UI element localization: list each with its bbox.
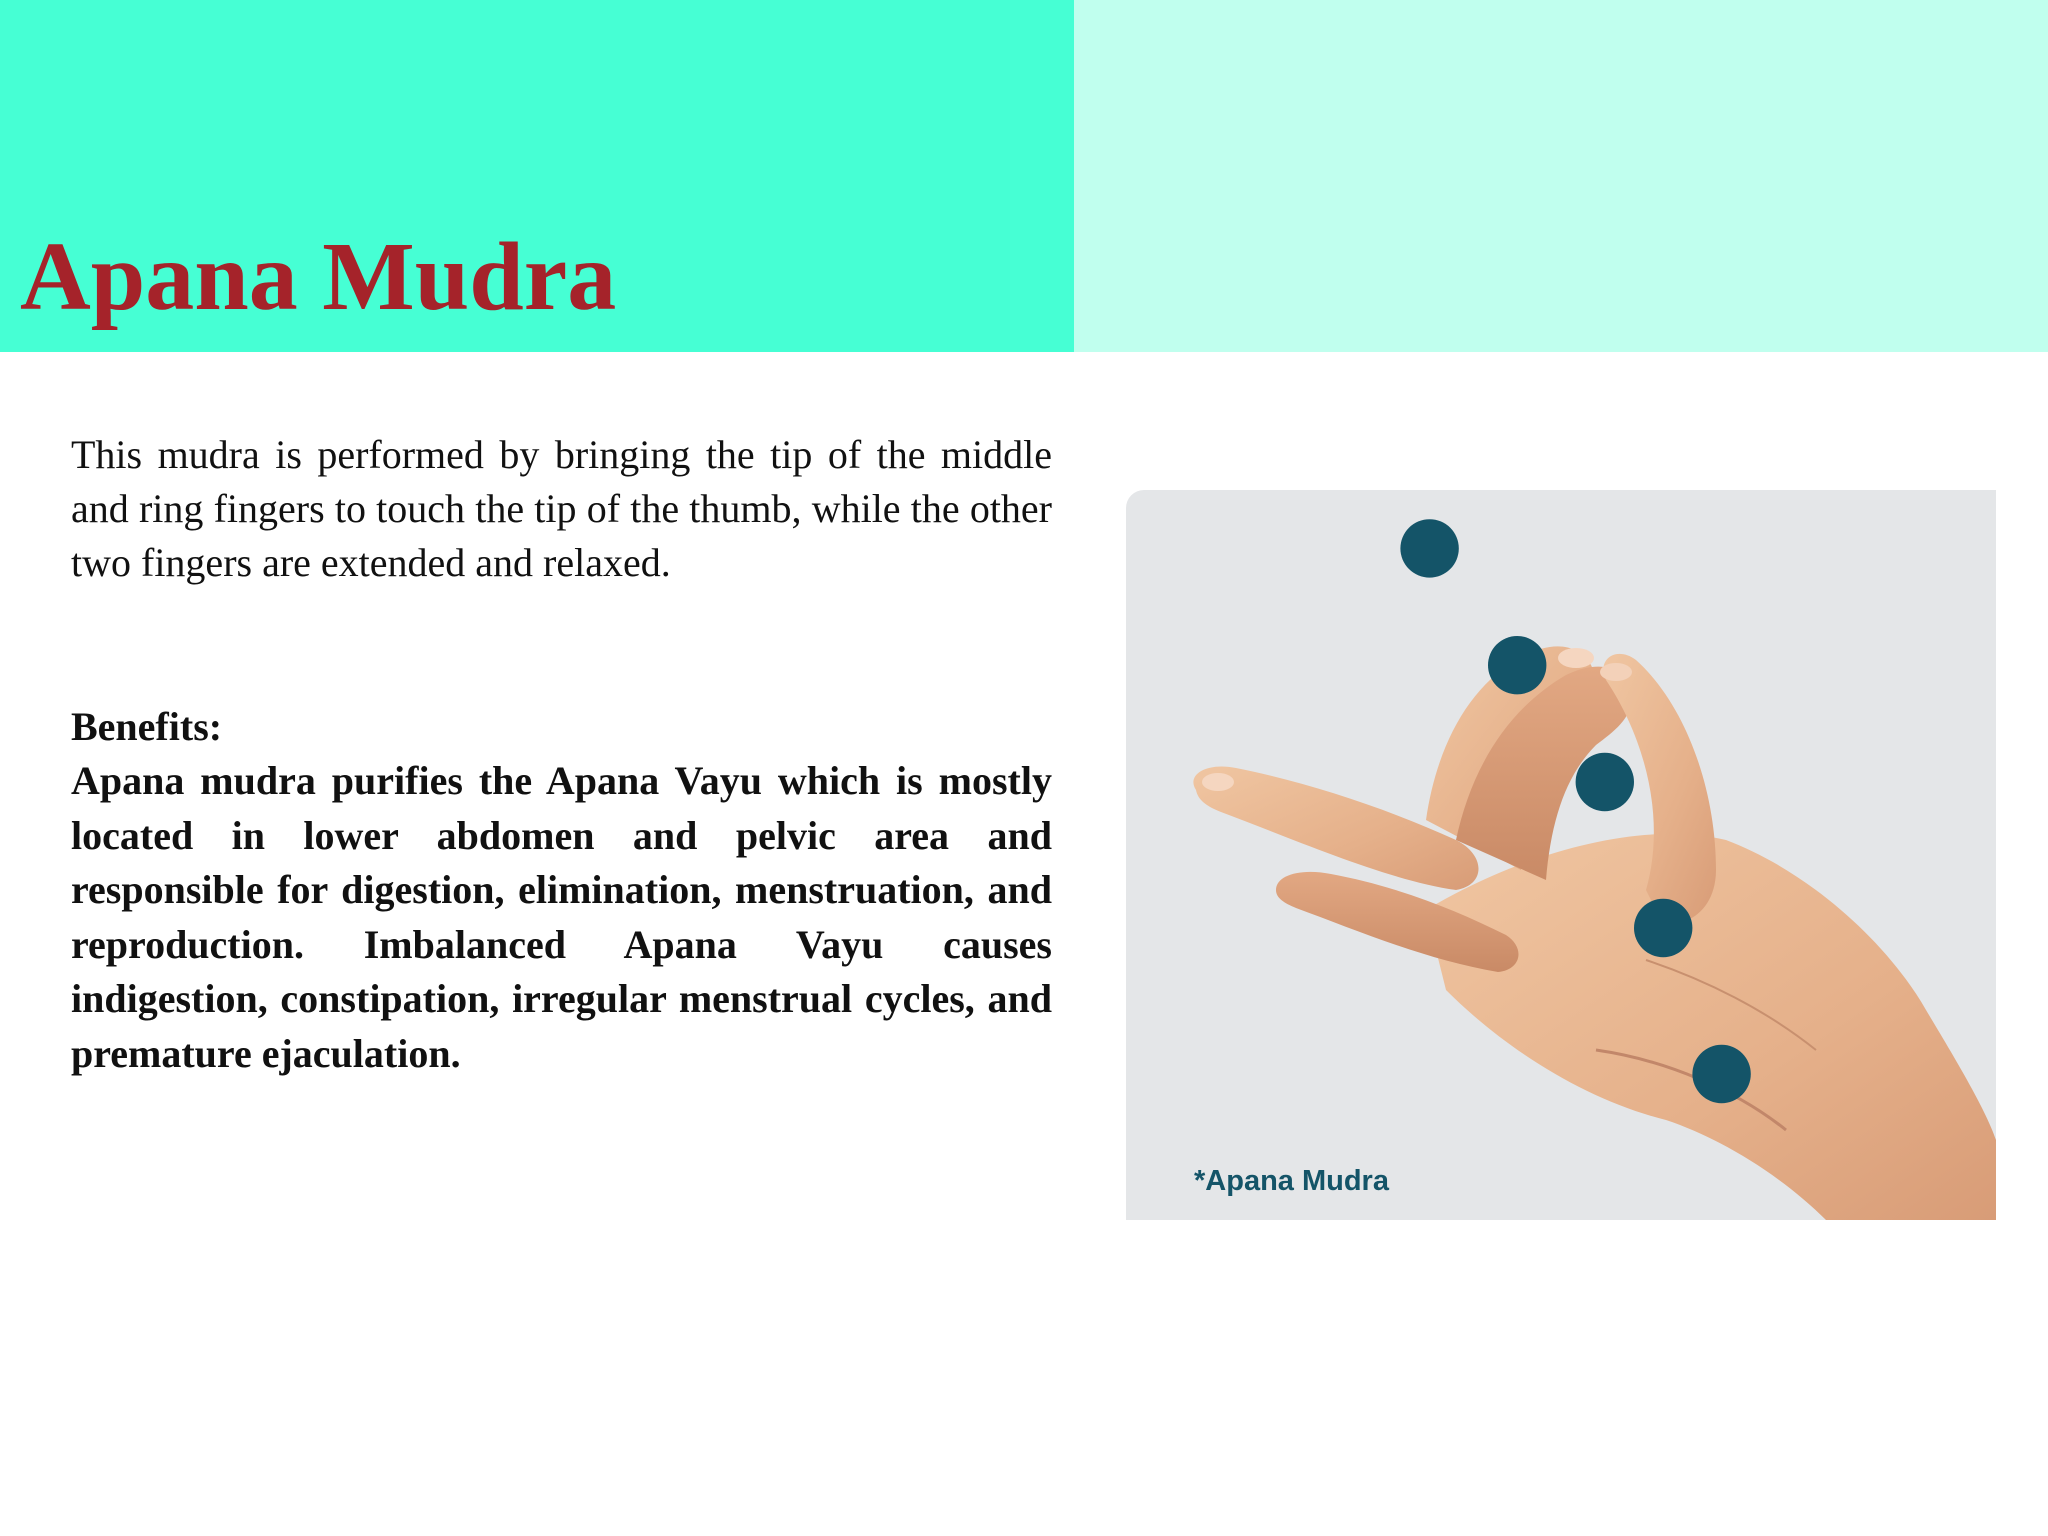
mudra-photo: [1126, 490, 1996, 1220]
benefits-heading: Benefits:: [71, 704, 223, 749]
benefits-text: Apana mudra purifies the Apana Vayu which is mostly located in lower abdomen and pelvic area and responsible for digestion, elimination, menstruation, and reproduction. Imbalanced Apana Vayu causes indigestion, constipation, irregular menstrual cycles, and premature ejaculation.: [71, 758, 1052, 1076]
corner-dots-icon: [1126, 490, 1996, 1220]
header-band-right: [1074, 0, 2048, 352]
slide-title: Apana Mudra: [20, 223, 617, 331]
photo-caption: *Apana Mudra: [1194, 1165, 1389, 1197]
mudra-description: This mudra is performed by bringing the tip of the middle and ring fingers to touch the tip of the thumb, while the other two fingers are extended and relaxed.: [71, 432, 1052, 585]
